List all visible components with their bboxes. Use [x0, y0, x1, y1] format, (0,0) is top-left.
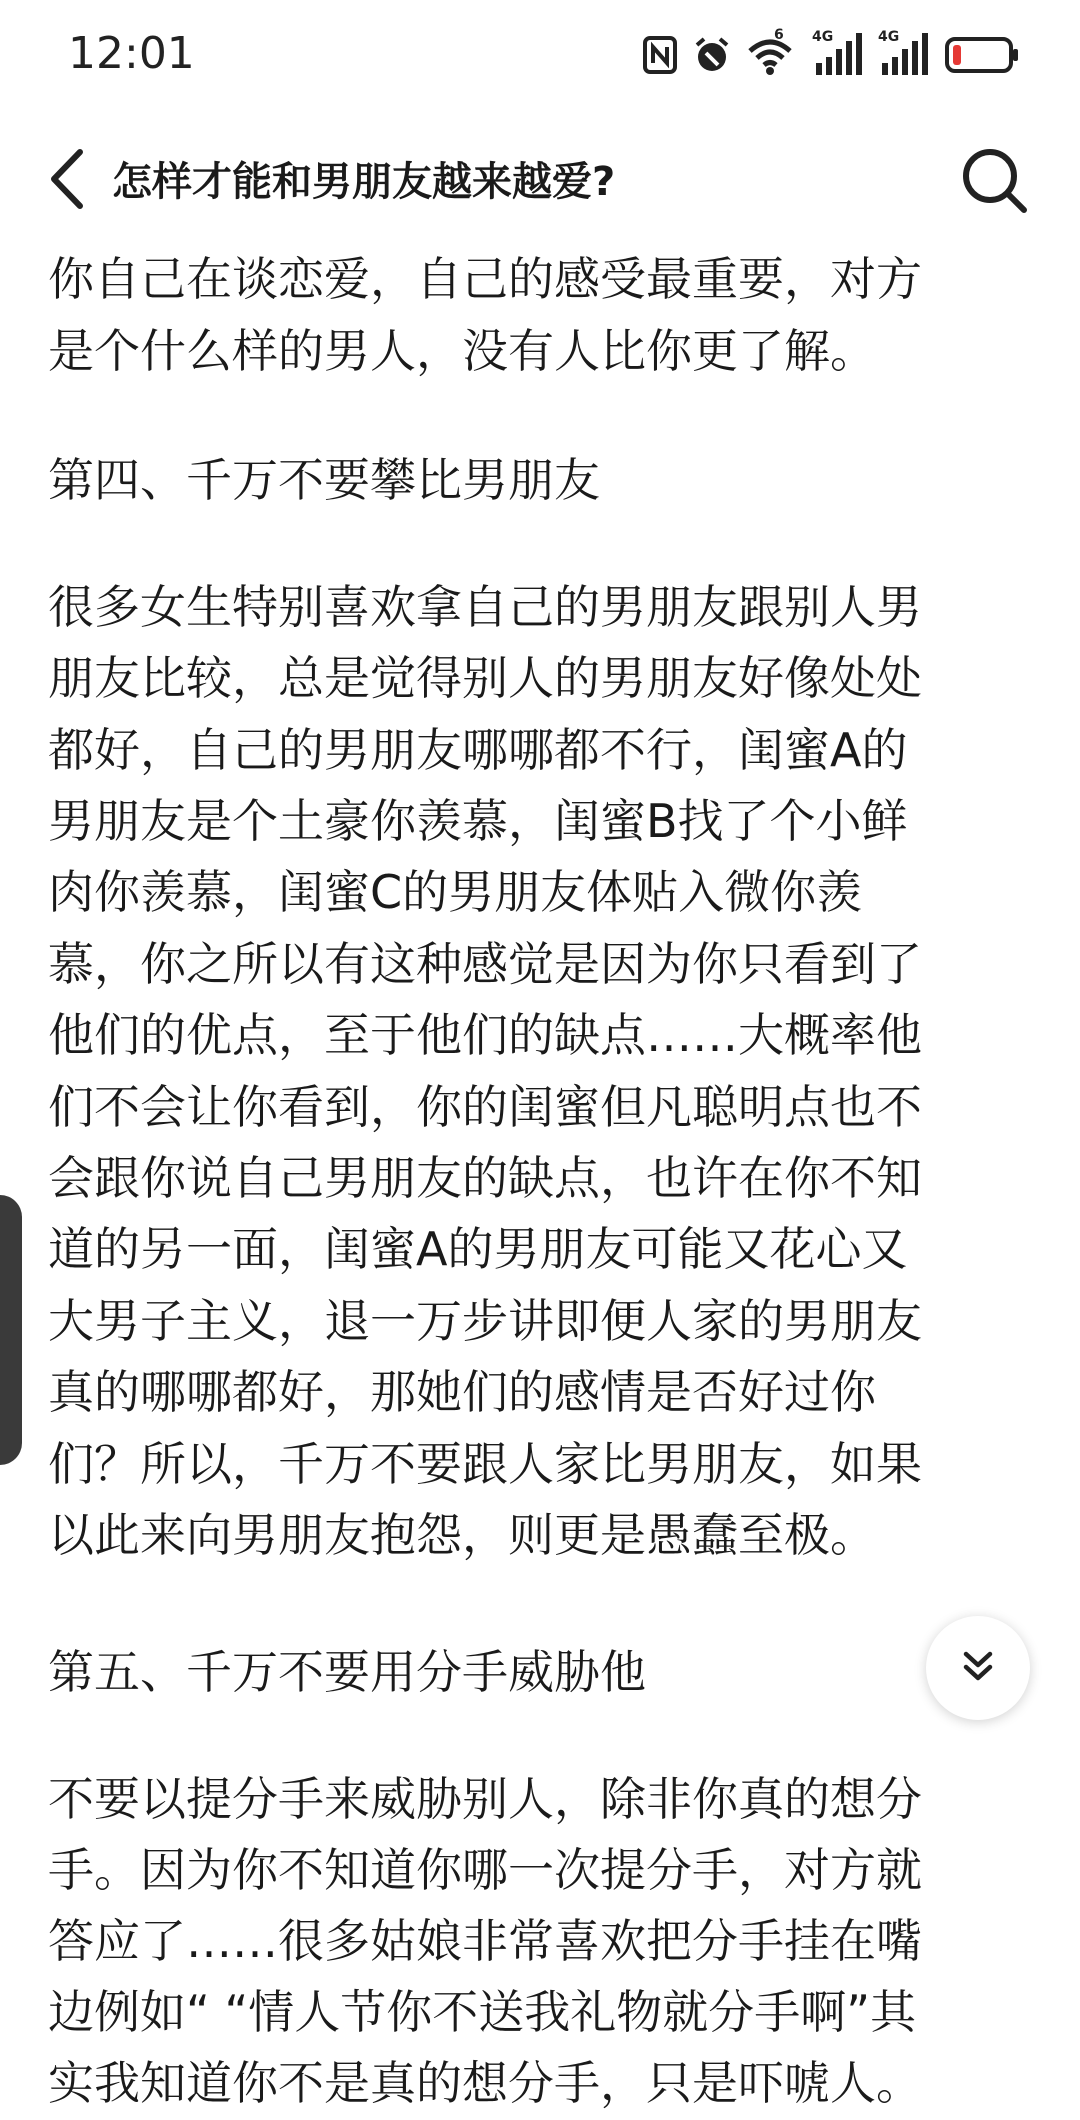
paragraph-line: 会跟你说自己男朋友的缺点，也许在你不知: [48, 1151, 922, 1205]
signal-icon-2: [878, 29, 930, 77]
paragraph-line: 朋友比较，总是觉得别人的男朋友好像处处: [48, 651, 922, 705]
paragraph-line: 手。因为你不知道你哪一次提分手，对方就: [48, 1843, 922, 1897]
alarm-icon: [692, 35, 732, 75]
section-heading: 第五、千万不要用分手威胁他: [48, 1645, 646, 1699]
side-drawer-handle[interactable]: [0, 1195, 22, 1465]
section-heading: 第四、千万不要攀比男朋友: [48, 453, 600, 507]
paragraph-line: 慕，你之所以有这种感觉是因为你只看到了: [48, 937, 922, 991]
paragraph-line: 以此来向男朋友抱怨，则更是愚蠢至极。: [48, 1508, 876, 1562]
battery-icon: [944, 35, 1020, 75]
signal-icon-1: [812, 29, 864, 77]
paragraph-line: 边例如“ “情人节你不送我礼物就分手啊”其: [48, 1985, 917, 2039]
paragraph-line: 是个什么样的男人，没有人比你更了解。: [48, 324, 876, 378]
paragraph-line: 都好，自己的男朋友哪哪都不行，闺蜜A的: [48, 723, 908, 777]
paragraph-line: 们不会让你看到，你的闺蜜但凡聪明点也不: [48, 1080, 922, 1134]
paragraph-line: 真的哪哪都好，那她们的感情是否好过你: [48, 1365, 876, 1419]
page-title: 怎样才能和男朋友越来越爱?: [112, 159, 616, 205]
paragraph-line: 不要以提分手来威胁别人，除非你真的想分: [48, 1772, 922, 1826]
network-label-1: 4G: [812, 29, 834, 45]
nfc-icon: [642, 35, 678, 75]
paragraph-line: 很多女生特别喜欢拿自己的男朋友跟别人男: [48, 580, 922, 634]
wifi-icon: [746, 27, 798, 77]
header: [0, 130, 1080, 230]
chevron-left-icon[interactable]: [42, 144, 92, 214]
paragraph-line: 道的另一面，闺蜜A的男朋友可能又花心又: [48, 1222, 908, 1276]
scroll-down-button[interactable]: [926, 1616, 1030, 1720]
paragraph-line: 答应了……很多姑娘非常喜欢把分手挂在嘴: [48, 1914, 922, 1968]
paragraph-line: 男朋友是个土豪你羡慕，闺蜜B找了个小鲜: [48, 794, 908, 848]
paragraph-line: 他们的优点，至于他们的缺点……大概率他: [48, 1008, 922, 1062]
paragraph-line: 大男子主义，退一万步讲即便人家的男朋友: [48, 1294, 922, 1348]
status-icons: [642, 27, 1020, 80]
search-icon[interactable]: [958, 144, 1030, 216]
paragraph-line: 你自己在谈恋爱，自己的感受最重要，对方: [48, 252, 922, 306]
network-label-2: 4G: [878, 29, 900, 45]
double-chevron-down-icon: [958, 1646, 998, 1690]
status-time: 12:01: [68, 28, 195, 79]
status-bar: [0, 0, 1080, 110]
paragraph-line: 们？所以，千万不要跟人家比男朋友，如果: [48, 1437, 922, 1491]
paragraph-line: 肉你羡慕，闺蜜C的男朋友体贴入微你羡: [48, 865, 863, 919]
paragraph-line: 实我知道你不是真的想分手，只是吓唬人。: [48, 2056, 922, 2110]
wifi-label: 6: [774, 27, 784, 43]
